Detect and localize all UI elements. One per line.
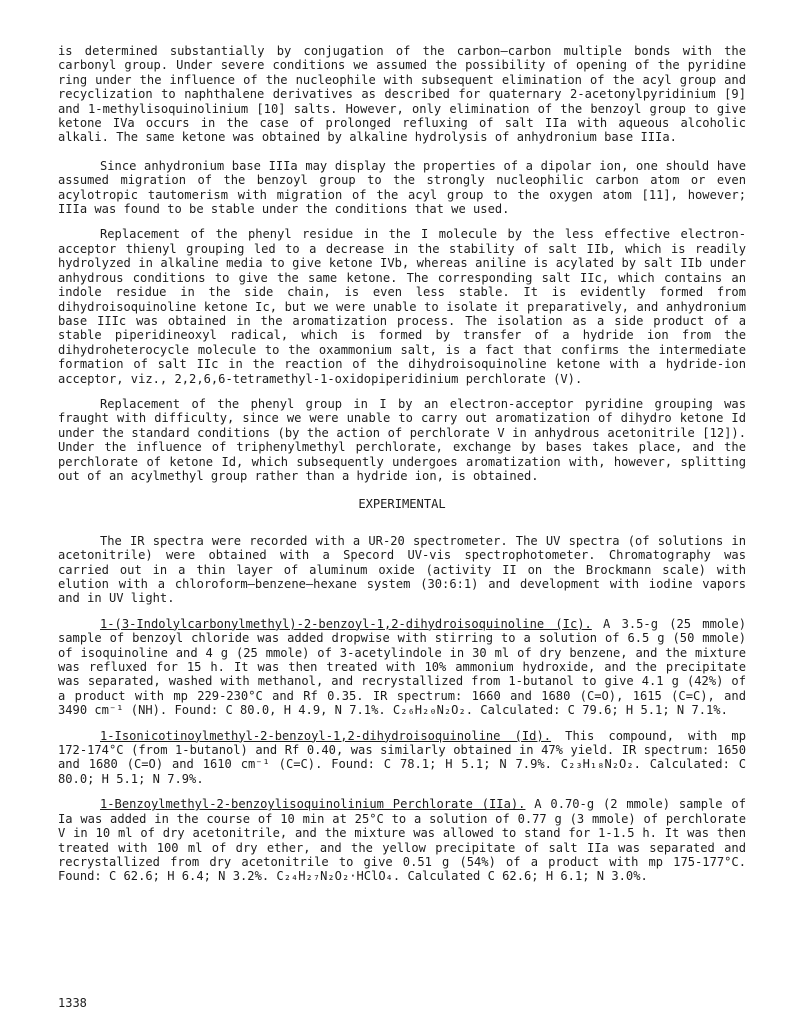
experimental-ic-text: A 3.5-g (25 mmole) sample of benzoyl chloride was added dropwise with stirring to a solution of 6.5 g (50 mmole) of isoquinoline and 4 g (25 mmole) of 3-acetylindole in 30 ml of dry benzene, and the mixture was refluxed for 15 h. It was then treated with 10% ammonium hydroxide, and the precipitate was separated, washed with methanol, and recrystallized from 1-butanol to give 4.1 g (42%) of a product with mp 229-230°C and Rf 0.35. IR spectrum: 1660 and 1680 (C=O), 1615 (C=C), and 3490 cm⁻¹ (NH). Found: C 80.0, H 4.9, N 7.1%. C₂₆H₂₀N₂O₂. Calculated: C 79.6; H 5.1; N 7.1%.	[58, 616, 746, 718]
compound-title-ic: 1-(3-Indolylcarbonylmethyl)-2-benzoyl-1,2-dihydroisoquinoline (Ic).	[100, 616, 592, 631]
experimental-general-text: The IR spectra were recorded with a UR-20 spectrometer. The UV spectra (of solutions in acetonitrile) were obtained with a Specord UV-vis spectrophotometer. Chromatography was carried out in a thin layer of aluminum oxide (activity II on the Brockmann scale) with elution with a chloroform—benzene—hexane system (30:6:1) and development with iodine vapors and in UV light.	[58, 533, 746, 606]
experimental-paragraph-ic	[58, 617, 746, 718]
compound-title-id: 1-Isonicotinoylmethyl-2-benzoyl-1,2-dihydroisoquinoline (Id).	[100, 728, 552, 743]
experimental-id-text: This compound, with mp 172-174°C (from 1-butanol) and Rf 0.40, was similarly obtained in 47% yield. IR spectrum: 1650 and 1680 (C=O) and 1610 cm⁻¹ (C=C). Found: C 78.1; H 5.1; N 7.9%. C₂₃H₁₈N₂O₂. Calculated: C 80.0; H 5.1; N 7.9%.	[58, 728, 746, 786]
experimental-paragraph-iia	[58, 797, 746, 883]
compound-title-iia: 1-Benzoylmethyl-2-benzoylisoquinolinium Perchlorate (IIa).	[100, 797, 526, 812]
page-number: 1338	[58, 996, 87, 1010]
body-paragraph-4: Replacement of the phenyl group in I by an electron-acceptor pyridine grouping was fraught with difficulty, since we were unable to carry out aromatization of dihydro ketone Id under the standard conditions (by the action of perchlorate V in anhydrous acetonitrile [12]). Under the influence of triphenylmethyl perchlorate, exchange by bases takes place, and the perchlorate of ketone Id, which subsequently undergoes aromatization with, however, splitting out of an acylmethyl group rather than a hydride ion, is obtained.	[58, 396, 746, 483]
section-heading-experimental: EXPERIMENTAL	[358, 497, 446, 512]
experimental-paragraph-id	[58, 729, 746, 787]
body-paragraph-2: Since anhydronium base IIIa may display the properties of a dipolar ion, one should have assumed migration of the benzoyl group to the strongly nucleophilic carbon atom or even acylotropic tautomerism with migration of the acyl group to the oxygen atom [11], however; IIIa was found to be stable under the conditions that we used.	[58, 158, 746, 217]
experimental-iia-text: A 0.70-g (2 mmole) sample of Ia was added in the course of 10 min at 25°C to a solution of 0.77 g (3 mmole) of perchlorate V in 10 ml of dry acetonitrile, and the mixture was allowed to stand for 1-1.5 h. It was then treated with 100 ml of dry ether, and the yellow precipitate of salt IIa was separated and recrystallized from dry acetonitrile to give 0.51 g (54%) of a product with mp 175-177°C. Found: C 62.6; H 6.4; N 3.2%. C₂₄H₂₇N₂O₂·HClO₄. Calculated C 62.6; H 6.1; N 3.0%.	[58, 797, 746, 884]
body-paragraph-3: Replacement of the phenyl residue in the I molecule by the less effective electron-acceptor thienyl grouping led to a decrease in the stability of salt IIb, which is readily hydrolyzed in alkaline media to give ketone IVb, whereas aniline is acylated by salt IIb under anhydrous conditions to give the same ketone. The corresponding salt IIc, which contains an indole residue in the side chain, is even less stable. It is evidently formed from dihydroisoquinoline ketone Ic, but we were unable to isolate it preparatively, and anhydronium base IIIc was obtained in the aromatization process. The isolation as a side product of a stable piperidineoxyl radical, which is formed by transfer of a hydride ion from the dihydroheterocycle molecule to the oxammonium salt, is a fact that confirms the intermediate formation of salt IIc in the reaction of the dihydroisoquinoline ketone with a hydride-ion acceptor, viz., 2,2,6,6-tetramethyl-1-oxidopiperidinium perchlorate (V).	[58, 227, 746, 386]
experimental-paragraph-general	[58, 534, 746, 606]
body-paragraph-1: is determined substantially by conjugation of the carbon—carbon multiple bonds with the carbonyl group. Under severe conditions we assumed the possibility of opening of the pyridine ring under the influence of the nucleophile with subsequent elimination of the acyl group and recyclization to naphthalene derivatives as described for quaternary 2-acetonylpyridinium [9] and 1-methylisoquinolinium [10] salts. However, only elimination of the benzoyl group to give ketone IVa occurs in the case of prolonged refluxing of salt IIa with aqueous alcoholic alkali. The same ketone was obtained by alkaline hydrolysis of anhydronium base IIIa.	[58, 44, 746, 145]
